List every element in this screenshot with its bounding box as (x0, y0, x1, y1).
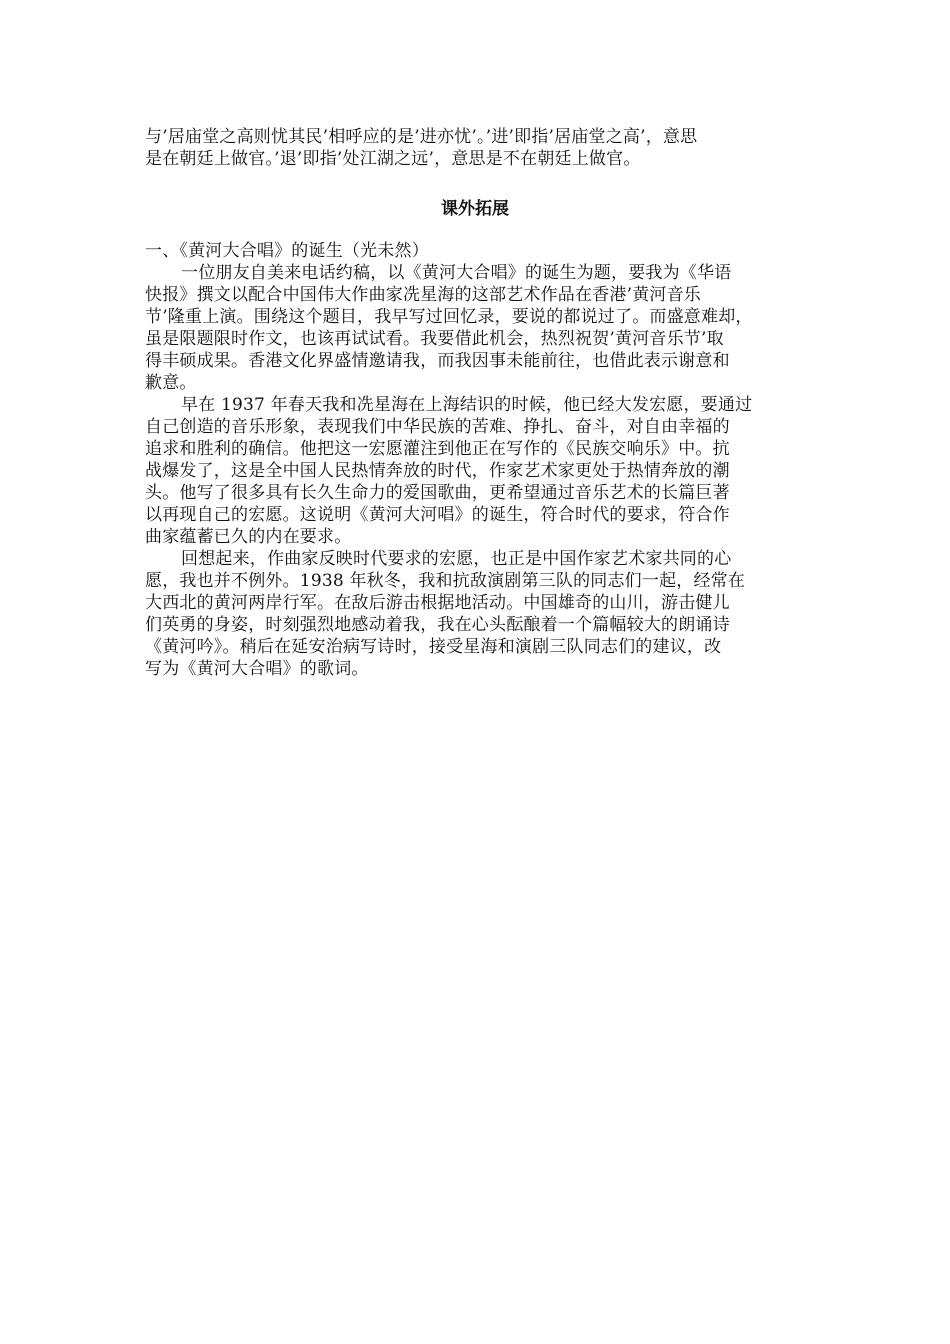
paragraph-1 (145, 262, 817, 394)
paragraph-3 (145, 548, 817, 680)
paragraph-line: 写为《黄河大合唱》的歌词。 (145, 659, 369, 679)
paragraph-line: 虽是限题限时作文，也该再试试看。我要借此机会，热烈祝贺’黄河音乐节’取 (145, 329, 724, 349)
paragraph-line: 歉意。 (145, 373, 197, 393)
paragraph-line: 自己创造的音乐形象，表现我们中华民族的苦难、挣扎、奋斗，对自由幸福的 (145, 417, 730, 437)
paragraph-line: 愿，我也并不例外。1938 年秋冬，我和抗敌演剧第三队的同志们一起，经常在 (145, 571, 746, 591)
paragraph-line: 战爆发了，这是全中国人民热情奔放的时代，作家艺术家更处于热情奔放的潮 (145, 461, 730, 481)
paragraph-line: 回想起来，作曲家反映时代要求的宏愿，也正是中国作家艺术家共同的心 (181, 549, 732, 569)
document-page (145, 126, 817, 680)
paragraph-line: 以再现自己的宏愿。这说明《黄河大河唱》的诞生，符合时代的要求，符合作 (145, 505, 730, 525)
section-title: 课外拓展 (441, 199, 509, 219)
paragraph-2 (145, 394, 817, 548)
paragraph-line: 得丰硕成果。香港文化界盛情邀请我，而我因事未能前往，也借此表示谢意和 (145, 351, 730, 371)
paragraph-line: 曲家蕴蓄已久的内在要求。 (145, 527, 352, 547)
paragraph-line: 头。他写了很多具有长久生命力的爱国歌曲，更希望通过音乐艺术的长篇巨著 (145, 483, 730, 503)
intro-line: 与’居庙堂之高则忧其民’相呼应的是’进亦忧’。’进’即指’居庙堂之高’，意思 (145, 127, 698, 147)
paragraph-line: 早在 1937 年春天我和冼星海在上海结识的时候，他已经大发宏愿，要通过 (181, 395, 753, 415)
intro-text (145, 126, 817, 170)
paragraph-line: 大西北的黄河两岸行军。在敌后游击根据地活动。中国雄奇的山川，游击健儿 (145, 593, 730, 613)
paragraph-line: 一位朋友自美来电话约稿，以《黄河大合唱》的诞生为题，要我为《华语 (181, 263, 732, 283)
article (145, 240, 817, 680)
paragraph-line: 节’隆重上演。围绕这个题目，我早写过回忆录，要说的都说过了。而盛意难却， (145, 307, 753, 327)
paragraph-line: 们英勇的身姿，时刻强烈地感动着我，我在心头酝酿着一个篇幅较大的朗诵诗 (145, 615, 730, 635)
paragraph-line: 追求和胜利的确信。他把这一宏愿灌注到他正在写作的《民族交响乐》中。抗 (145, 439, 730, 459)
paragraph-line: 《黄河吟》。稍后在延安治病写诗时，接受星海和演剧三队同志们的建议，改 (145, 637, 722, 657)
paragraph-line: 快报》撰文以配合中国伟大作曲家冼星海的这部艺术作品在香港’黄河音乐 (145, 285, 702, 305)
article-heading: 一、《黄河大合唱》的诞生（光未然） (145, 241, 429, 261)
intro-line: 是在朝廷上做官。’退’即指’处江湖之远’，意思是不在朝廷上做官。 (145, 149, 641, 169)
